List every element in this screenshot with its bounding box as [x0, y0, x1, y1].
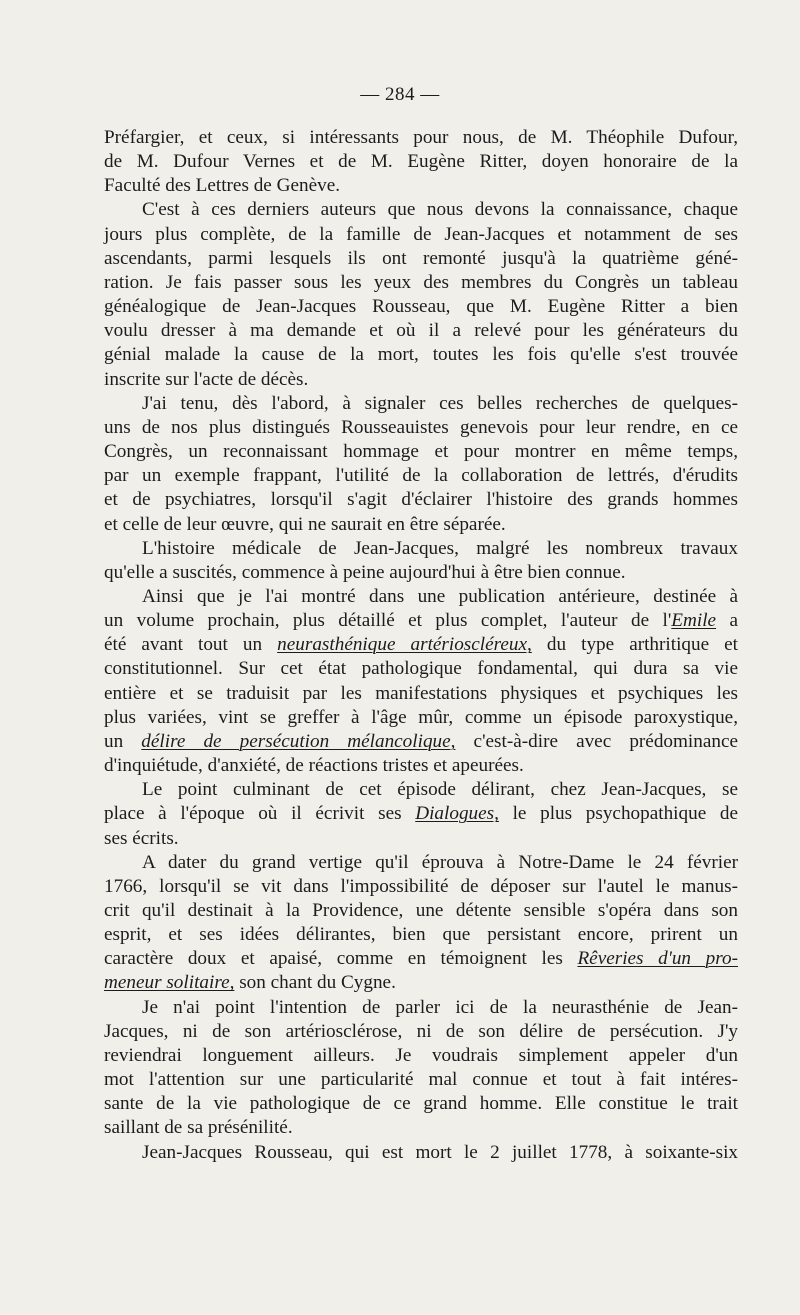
text-line: crit qu'il destinait à la Providence, une détente sensible s'opéra dans son — [104, 900, 738, 921]
text-line: esprit, et ses idées délirantes, bien que persistant encore, prirent un — [104, 924, 738, 946]
text-line: 1766, lorsqu'il se vit dans l'impossibilité de déposer sur l'autel le manus- — [104, 875, 738, 897]
text-line: de M. Dufour Vernes et de M. Eugène Ritter, doyen honoraire de la — [104, 151, 738, 173]
text-line — [104, 633, 738, 657]
text-line: Le point culminant de cet épisode délirant, chez Jean-Jacques, se — [142, 779, 738, 801]
text-line: Jacques, ni de son artériosclérose, ni de son délire de persécution. J'y — [104, 1020, 738, 1042]
text-line: et de psychiatres, lorsqu'il s'agit d'éclairer l'histoire des grands hommes — [104, 489, 738, 511]
paragraph-9 — [104, 1141, 738, 1165]
text-line: ration. Je fais passer sous les yeux des membres du Congrès un tableau — [104, 271, 738, 293]
italic-title: meneur solitaire, — [104, 972, 235, 994]
text-line: voulu dresser à ma demande et où il a relevé pour les générateurs du — [104, 320, 738, 342]
text-line: A dater du grand vertige qu'il éprouva à Notre-Dame le 24 février — [142, 851, 738, 873]
page-number: — 284 — — [360, 84, 440, 105]
paragraph-7 — [104, 851, 738, 996]
text-line: généalogique de Jean-Jacques Rousseau, que M. Eugène Ritter a bien — [104, 296, 738, 318]
text-line: jours plus complète, de la famille de Jean-Jacques et notamment de ses — [104, 223, 738, 245]
text-line: C'est à ces derniers auteurs que nous devons la connaissance, chaque — [142, 199, 738, 221]
text-line: Je n'ai point l'intention de parler ici de la neurasthénie de Jean- — [142, 996, 738, 1018]
text-line: ascendants, parmi lesquels ils ont remonté jusqu'à la quatrième géné- — [104, 247, 738, 269]
italic-term: délire de persécution mélancolique, — [141, 730, 456, 752]
text-run: le plus psychopathique de — [498, 803, 738, 825]
text-line: qu'elle a suscités, commence à peine aujourd'hui à être bien connue. — [104, 561, 626, 583]
body-text — [104, 126, 738, 1165]
text-line: Congrès, un reconnaissant hommage et pour montrer en même temps, — [104, 441, 738, 463]
text-line: reviendrai longuement ailleurs. Je voudrais simplement appeler d'un — [104, 1044, 738, 1066]
paragraph-4 — [104, 537, 738, 585]
text-line: Jean-Jacques Rousseau, qui est mort le 2 juillet 1778, à soixante-six — [142, 1141, 738, 1163]
text-line — [104, 802, 738, 826]
paragraph-8 — [104, 996, 738, 1141]
text-run: un volume prochain, plus détaillé et plus complet, l'auteur de l' — [104, 610, 672, 632]
text-line — [104, 971, 738, 995]
paragraph-2 — [104, 198, 738, 391]
text-line: par un exemple frappant, l'utilité de la collaboration de lettrés, d'érudits — [104, 465, 738, 487]
text-line: saillant de sa présénilité. — [104, 1117, 293, 1139]
text-line: plus variées, vint se greffer à l'âge mûr, comme un épisode paroxystique, — [104, 706, 738, 728]
text-run: caractère doux et apaisé, comme en témoignent les — [104, 948, 578, 970]
text-line: entière et se traduisit par les manifestations physiques et psychiques les — [104, 682, 738, 704]
text-line: inscrite sur l'acte de décès. — [104, 368, 309, 390]
text-run: été avant tout un — [104, 634, 278, 656]
text-line: et celle de leur œuvre, qui ne saurait en être séparée. — [104, 513, 506, 535]
text-run: un — [104, 730, 142, 752]
paragraph-3 — [104, 392, 738, 537]
text-line: Faculté des Lettres de Genève. — [104, 175, 341, 197]
paragraph-6 — [104, 778, 738, 850]
text-line: constitutionnel. Sur cet état pathologique fondamental, qui dura sa vie — [104, 658, 738, 680]
text-line: mot l'attention sur une particularité mal connue et tout à fait intéres- — [104, 1069, 738, 1091]
italic-title: Dialogues, — [415, 803, 499, 825]
text-line: sante de la vie pathologique de ce grand homme. Elle constitue le trait — [104, 1093, 738, 1115]
text-line: Préfargier, et ceux, si intéressants pour nous, de M. Théophile Dufour, — [104, 127, 738, 148]
paragraph-1 — [104, 126, 738, 198]
text-line: d'inquiétude, d'anxiété, de réactions tristes et apeurées. — [104, 755, 524, 777]
text-run: a — [716, 610, 738, 632]
paragraph-5 — [104, 585, 738, 778]
text-line — [104, 947, 738, 971]
text-line: ses écrits. — [104, 827, 179, 849]
italic-term: neurasthénique artérioscléreux, — [277, 634, 532, 656]
text-line — [104, 609, 738, 633]
text-line: J'ai tenu, dès l'abord, à signaler ces belles recherches de quelques- — [142, 392, 738, 414]
text-run: place à l'époque où il écrivit ses — [104, 803, 416, 825]
text-line — [104, 730, 738, 754]
text-run: du type arthritique et — [531, 634, 739, 656]
text-line: Ainsi que je l'ai montré dans une publication antérieure, destinée à — [142, 585, 738, 607]
text-line: L'histoire médicale de Jean-Jacques, malgré les nombreux travaux — [142, 537, 738, 559]
italic-title: Emile — [671, 610, 717, 632]
text-run: c'est-à-dire avec prédominance — [455, 730, 738, 752]
text-run: son chant du Cygne. — [234, 972, 396, 994]
italic-title: Rêveries d'un pro- — [577, 948, 738, 970]
text-line: génial malade la cause de la mort, toutes les fois qu'elle s'est trouvée — [104, 344, 738, 366]
text-line: uns de nos plus distingués Rousseauistes genevois pour leur rendre, en ce — [104, 416, 738, 438]
